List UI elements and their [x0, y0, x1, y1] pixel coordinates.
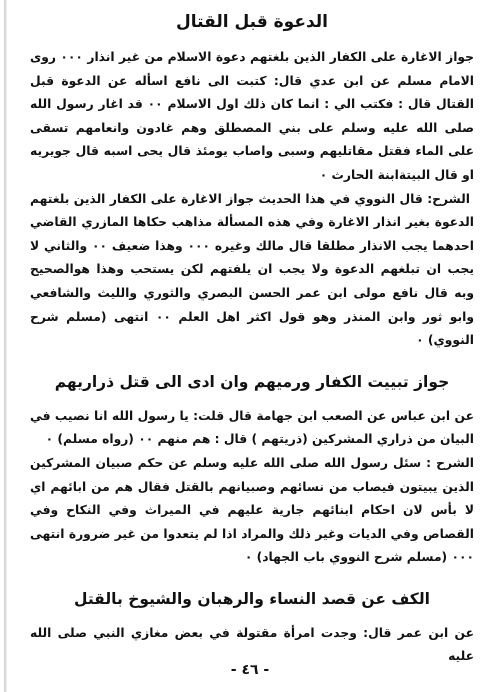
- paragraph: عن ابن عباس عن الصعب ابن جهامة قال قلت: يا رسول الله انا نصيب في البيان من ذراري المشركين (ذريتهم ) قال : هم منهم ٠٠ (رواه مسلم) ٠: [30, 408, 474, 447]
- commentary-paragraph: الشرح: قال النووي في هذا الحديث جواز الاغارة على الكفار الذين بلغتهم الدعوة بغير انذار الاغارة وفي هذه المسألة مذاهب حكاها المازري القاضي احدهما يجب الانذار مطلقا قال مالك وغيره ٠٠٠ وهذا ضعيف ٠٠ والثاني لا يجب ان تبلغهم الدعوة ولا يجب ان يلفتهم لكن يستحب وهذا هوالصحيح وبه قال نافع مولى ابن عمر الحسن البصري والثوري والليث والشافعي وابو ثور وابن المنذر وهو قول اكثر اهل العلم ٠٠ انتهى (مسلم شرح النووي) ٠: [30, 191, 475, 348]
- commentary-paragraph: الشرح : سئل رسول الله صلى الله عليه وسلم عن حكم صبيان المشركين الذين يبيتون فيصاب من نسائهم وصبيانهم بالقتل فقال هم من ابائهم اي لا بأس لان احكام ابنائهم جارية عليهم في الميراث وفي النكاح وفي القصاص وفي الديات وغير ذلك والمراد اذا لم يتعدوا من غير ضرورة انتهى ٠٠٠ (مسلم شرح النووي باب الجهاد) ٠: [30, 455, 474, 565]
- section-heading: جواز تبييت الكفار ورميهم وان ادى الى قتل ذراريهم: [54, 372, 450, 391]
- page-title: الدعوة قبل القتال: [176, 12, 328, 32]
- page-number: - ٤٦ -: [230, 662, 270, 678]
- scan-edge: [4, 0, 7, 692]
- paragraph: عن ابن عمر قال: وجدت امرأة مقتولة في بعض مغازي النبي صلى الله عليه: [30, 625, 474, 664]
- page-content: [30, 10, 474, 669]
- section-heading: الكف عن قصد النساء والرهبان والشيوخ بالقتل: [74, 589, 430, 608]
- section-dawah-before-fighting: [30, 46, 474, 353]
- section-night-raids: [30, 405, 474, 570]
- paragraph: جواز الاغارة على الكفار الذين بلغتهم دعوة الاسلام من غير انذار ٠٠٠ روى الامام مسلم عن ابن عدي قال: كتبت الى نافع اسأله عن الدعوة قبل القتال قال : فكتب الي : انما كان ذلك اول الاسلام ٠٠ قد اغار رسول الله صلى الله عليه وسلم على بني المصطلق وهم غادون وانعامهم تسقى على الماء فقتل مقاتليهم وسبى واصاب يومئذ قال يحى اسبه قال جويريه او قال البيتةابنة الحارث ٠: [30, 50, 474, 182]
